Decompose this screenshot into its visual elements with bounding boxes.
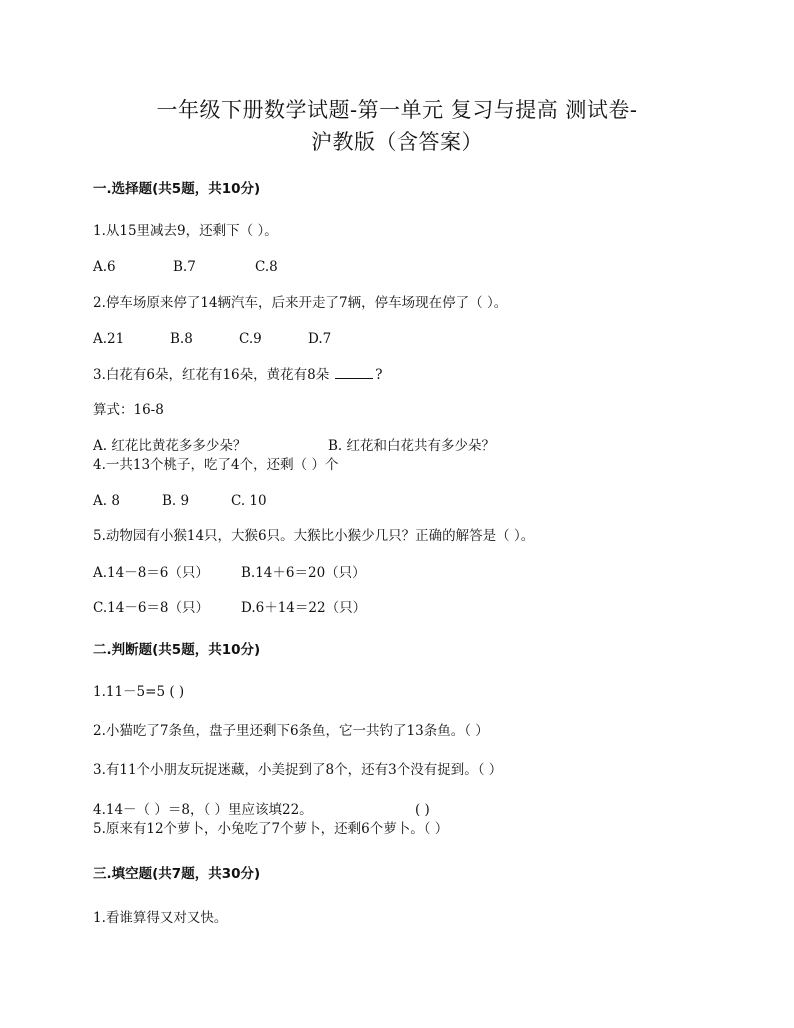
s2-q3: 3.有11个小朋友玩捉迷藏，小美捉到了8个，还有3个没有捉到。（ ）	[93, 762, 503, 778]
s1-q5-option-b: B.14＋6＝20（只）	[241, 565, 366, 581]
s1-q2-option-c: C.9	[239, 331, 262, 347]
s1-q1-text: 1.从15里减去9，还剩下（ ）。	[93, 223, 278, 239]
s2-q4-mark: ( )	[415, 802, 430, 818]
s1-q4-option-b: B. 9	[162, 493, 190, 509]
s1-q3-text: 3.白花有6朵，红花有16朵，黄花有8朵	[93, 367, 330, 383]
s1-q1-option-c: C.8	[255, 259, 278, 275]
s1-q1-options	[93, 258, 278, 276]
s1-q4-text: 4.一共13个桃子，吃了4个，还剩（ ）个	[93, 457, 339, 473]
s1-q3-blank	[335, 366, 373, 379]
s1-q5-options-row2	[93, 599, 366, 617]
s2-q4: 4.14－（ ）＝8，（ ）里应该填22。	[93, 802, 313, 818]
s2-q4-line	[93, 801, 430, 819]
s3-q1: 1.看谁算得又对又快。	[93, 910, 228, 926]
s1-q5-text: 5.动物园有小猴14只，大猴6只。大猴比小猴少几只？正确的解答是（ ）。	[93, 528, 535, 544]
s1-q1-option-b: B.7	[173, 259, 196, 275]
section2-heading: 二.判断题(共5题，共10分)	[93, 642, 261, 658]
s1-q3-option-b: B. 红花和白花共有多少朵？	[328, 438, 496, 454]
s1-q5-options-row1	[93, 564, 366, 582]
s2-q5: 5.原来有12个萝卜，小兔吃了7个萝卜，还剩6个萝卜。（ ）	[93, 821, 449, 837]
s1-q4-options	[93, 492, 267, 510]
s1-q5-option-d: D.6＋14＝22（只）	[241, 600, 367, 616]
s1-q4-option-c: C. 10	[231, 493, 267, 509]
s1-q2-option-d: D.7	[308, 331, 332, 347]
s1-q3-qmark: ?	[375, 367, 383, 383]
s1-q5-option-a: A.14－8＝6（只）	[93, 565, 209, 581]
s1-q1-option-a: A.6	[93, 259, 116, 275]
section3-heading: 三.填空题(共7题，共30分)	[93, 866, 261, 882]
page-title-line2: 沪教版（含答案）	[311, 130, 483, 154]
s1-q2-option-a: A.21	[93, 331, 125, 347]
s1-q3-formula: 算式：16-8	[93, 402, 164, 418]
s2-q1: 1.11－5=5 ( )	[93, 684, 185, 700]
s1-q2-text: 2.停车场原来停了14辆汽车，后来开走了7辆，停车场现在停了（ ）。	[93, 295, 508, 311]
s1-q3-option-a: A. 红花比黄花多多少朵？	[93, 438, 247, 454]
s1-q2-options	[93, 330, 331, 348]
section1-heading: 一.选择题(共5题，共10分)	[93, 181, 261, 197]
s1-q2-option-b: B.8	[170, 331, 193, 347]
page-title-line1: 一年级下册数学试题-第一单元 复习与提高 测试卷-	[156, 98, 638, 122]
s1-q5-option-c: C.14－6＝8（只）	[93, 600, 209, 616]
s1-q3-line	[93, 366, 383, 384]
s1-q4-option-a: A. 8	[93, 493, 120, 509]
s1-q3-options	[93, 437, 495, 455]
s2-q2: 2.小猫吃了7条鱼，盘子里还剩下6条鱼，它一共钓了13条鱼。（ ）	[93, 723, 489, 739]
